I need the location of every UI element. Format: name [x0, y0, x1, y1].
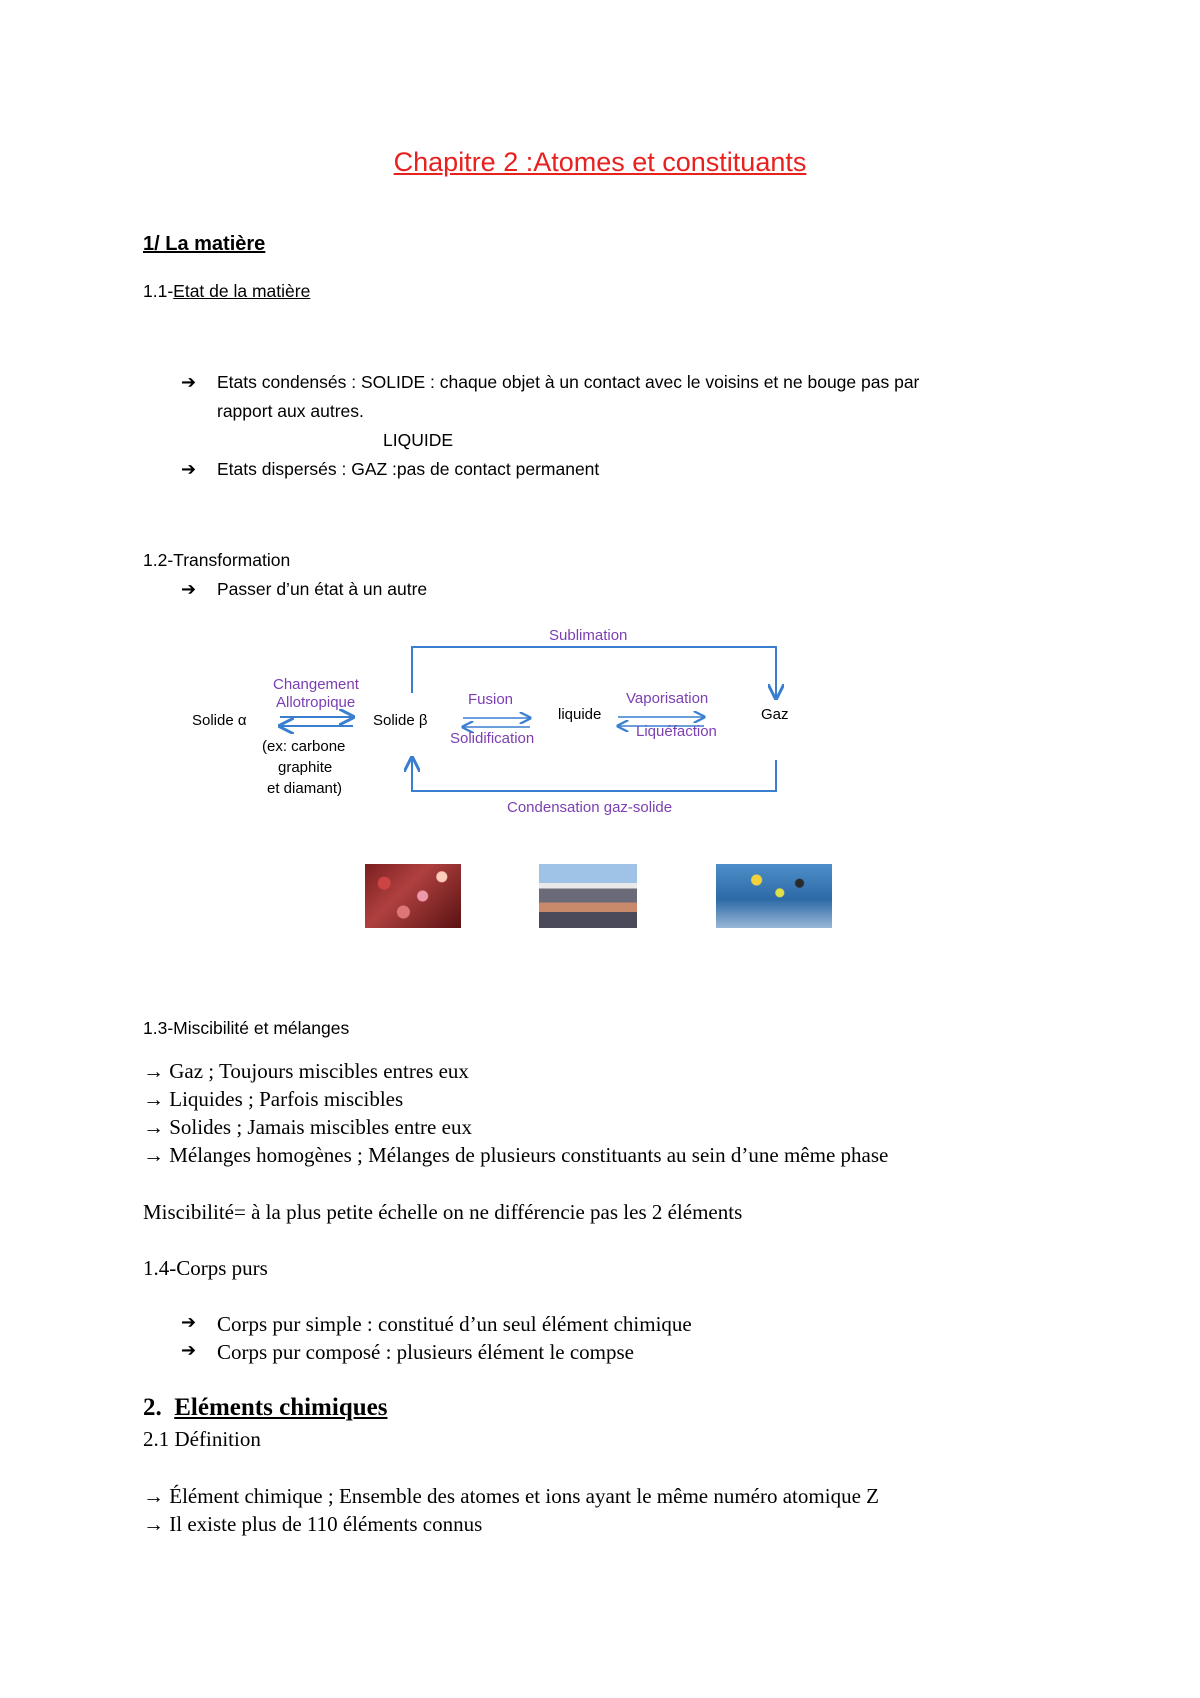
- page-title: Chapitre 2 :Atomes et constituants: [393, 147, 807, 177]
- bullet-transformation: Passer d’un état à un autre: [217, 579, 428, 599]
- element-definition: → Élément chimique ; Ensemble des atomes et ions ayant le même numéro atomique Z: [143, 1484, 879, 1508]
- subsection-1-1: [143, 281, 310, 302]
- sublimation-label: Sublimation: [549, 627, 628, 644]
- allotropique-label: Allotropique: [276, 694, 356, 711]
- liquide-node-label: liquide: [558, 706, 602, 723]
- solide-beta-label: Solide β: [373, 712, 428, 729]
- miscibility-item-mixtures: → Mélanges homogènes ; Mélanges de plusieurs constituants au sein d’une même phase: [143, 1143, 889, 1167]
- subsection-1-1-prefix: 1.1-: [143, 281, 174, 301]
- condensation-label: Condensation gaz-solide: [507, 799, 673, 816]
- arrow-icon: ➔: [181, 372, 197, 392]
- miscibility-item-liquids: → Liquides ; Parfois miscibles: [143, 1087, 404, 1111]
- state-change-diagram: [180, 620, 800, 820]
- gaz-label: Gaz: [761, 706, 789, 723]
- pure-compound-body: Corps pur composé : plusieurs élément le compse: [217, 1340, 634, 1364]
- bullet-condensed-line2: rapport aux autres.: [217, 401, 364, 421]
- liquide-label: LIQUIDE: [383, 430, 454, 450]
- subsection-1-4: 1.4-Corps purs: [143, 1256, 268, 1280]
- miscibility-definition: Miscibilité= à la plus petite échelle on ne différencie pas les 2 éléments: [143, 1200, 743, 1224]
- subsection-1-2: 1.2-Transformation: [143, 550, 291, 570]
- crowd-solid-photo: [365, 864, 461, 928]
- subsection-2-1: 2.1 Définition: [143, 1427, 261, 1451]
- arrow-icon: ➔: [181, 459, 197, 479]
- arrow-icon: ➔: [181, 1340, 197, 1360]
- section-1-heading: 1/ La matière: [143, 233, 266, 255]
- bullet-dispersed: Etats dispersés : GAZ :pas de contact permanent: [217, 459, 600, 479]
- section-2-heading: [143, 1394, 387, 1422]
- solide-alpha-label: Solide α: [192, 712, 247, 729]
- vaporisation-label: Vaporisation: [626, 690, 709, 707]
- liquefaction-label: Liquéfaction: [636, 723, 717, 740]
- element-count: → Il existe plus de 110 éléments connus: [143, 1512, 483, 1536]
- bullet-condensed-line1: Etats condensés : SOLIDE : chaque objet à un contact avec le voisins et ne bouge pas par: [217, 372, 920, 392]
- example-line2: graphite: [278, 759, 333, 776]
- solidification-label: Solidification: [450, 730, 535, 747]
- miscibility-item-solids: → Solides ; Jamais miscibles entre eux: [143, 1115, 472, 1139]
- example-line1: (ex: carbone: [262, 738, 346, 755]
- condensation-arrow: [412, 758, 776, 791]
- crowd-liquid-photo: [539, 864, 637, 928]
- arrow-icon: ➔: [181, 579, 197, 599]
- skydivers-gas-photo: [716, 864, 832, 928]
- pure-simple-body: Corps pur simple : constitué d’un seul élément chimique: [217, 1312, 692, 1336]
- subsection-1-1-label: Etat de la matière: [173, 281, 311, 301]
- example-line3: et diamant): [267, 780, 343, 797]
- subsection-1-3: 1.3-Miscibilité et mélanges: [143, 1018, 350, 1038]
- sublimation-arrow: [412, 647, 776, 698]
- section-2-number: 2.: [143, 1394, 162, 1421]
- changement-label: Changement: [273, 676, 359, 693]
- section-2-title: Eléments chimiques: [174, 1394, 388, 1421]
- fusion-label: Fusion: [468, 691, 514, 708]
- miscibility-item-gas: → Gaz ; Toujours miscibles entres eux: [143, 1059, 469, 1083]
- arrow-icon: ➔: [181, 1312, 197, 1332]
